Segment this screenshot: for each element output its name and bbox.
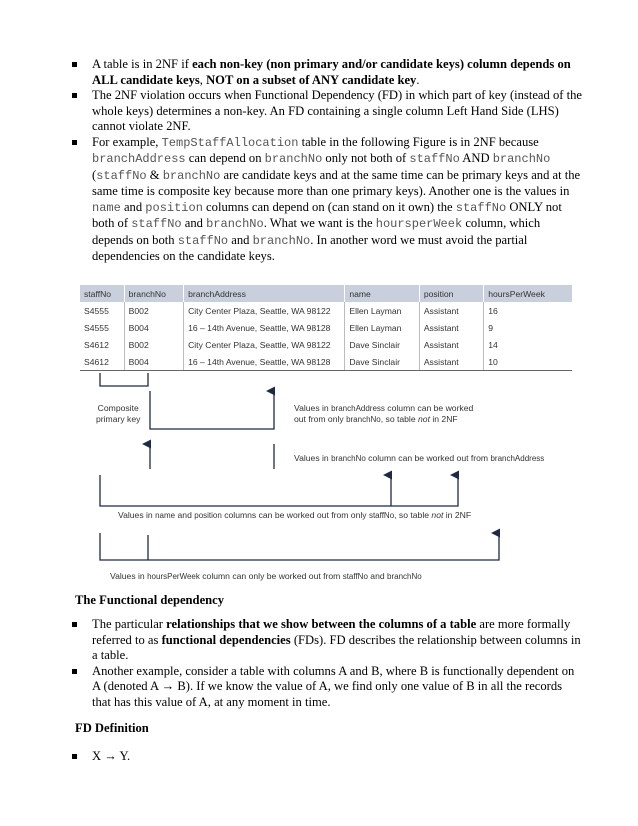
code-term: staffNo <box>409 152 460 166</box>
table-cell: 16 – 14th Avenue, Seattle, WA 98128 <box>184 319 345 336</box>
caption-line <box>110 571 422 582</box>
branchno-caption <box>294 453 544 464</box>
text-run: can depend on <box>185 151 265 165</box>
bold-text: functional dependencies <box>161 632 291 647</box>
code-term: staffNo <box>177 233 229 248</box>
caption-line <box>294 453 544 464</box>
table-cell: 16 <box>488 305 498 316</box>
table-cell: Ellen Layman <box>345 319 419 336</box>
text-run: ONLY not both of <box>92 199 562 230</box>
column-header: branchAddress <box>184 285 345 302</box>
column-term: branchNo <box>387 572 422 581</box>
text-run: in 2NF <box>443 510 472 520</box>
code-term: staffNo <box>455 200 507 215</box>
text-run: out from only <box>294 414 347 424</box>
table-cell: City Center Plaza, Seattle, WA 98122 <box>184 302 345 319</box>
column-term: staffNo <box>342 572 368 581</box>
bold-text: NOT on a subset of ANY candidate key <box>206 72 417 87</box>
table-cell: Assistant <box>419 336 483 353</box>
table-cell: B002 <box>124 336 183 353</box>
composite-key-caption: Composite primary key <box>96 403 141 424</box>
bullet-item <box>72 88 584 135</box>
table-cell: Assistant <box>419 353 483 371</box>
text-run: For example, <box>92 134 162 149</box>
hours-dependency-arrow <box>100 533 499 560</box>
code-term: TempStaffAllocation <box>161 135 299 150</box>
code-term: branchAddress <box>92 152 186 166</box>
column-header: hoursPerWeek <box>484 285 572 302</box>
text-run: and <box>367 571 388 581</box>
code-term: branchNo <box>264 152 323 166</box>
text-run: The 2NF violation occurs when Functional Dependency (FD) in which part of key (instead of the whole keys) determines a non-key. An FD containing a single column Left Hand Side (LHS) cannot violate 2NF. <box>92 88 582 133</box>
table-cell: B004 <box>124 353 183 371</box>
dependency-arrows <box>80 285 572 585</box>
code-term: branchNo <box>252 233 311 248</box>
text-run: , <box>199 72 207 87</box>
caption-line <box>294 403 473 414</box>
code-term: branchNo <box>162 168 221 183</box>
text-run: The particular <box>92 617 167 631</box>
text-run: A table is in 2NF if <box>92 57 193 71</box>
branchaddress-dependency-arrow <box>150 391 274 429</box>
table-cell: Ellen Layman <box>345 302 419 319</box>
table-cell: Dave Sinclair <box>345 336 419 353</box>
table-cell: 9 <box>488 322 494 333</box>
caption-line <box>294 414 473 425</box>
text-run: only not both of <box>322 151 410 165</box>
section-heading-fd-definition: FD Definition <box>75 721 149 735</box>
column-header: name <box>345 285 419 302</box>
tempstaffallocation-figure <box>80 285 572 585</box>
text-run: . <box>416 72 420 87</box>
table-cell: Assistant <box>419 319 483 336</box>
column-term: branchAddress <box>331 404 385 413</box>
text-run: . In another word we must avoid the partial dependencies on the candidate keys. <box>92 232 528 263</box>
text-run: table in the following Figure is in 2NF because <box>298 134 539 149</box>
column-term: name <box>155 511 176 520</box>
name-position-dependency-arrow <box>100 475 458 506</box>
hours-caption <box>110 571 422 582</box>
name-position-caption <box>118 510 471 521</box>
table-cell: Dave Sinclair <box>345 353 419 371</box>
column-term: branchAddress <box>490 454 545 463</box>
column-term: position <box>194 511 222 520</box>
section-heading-functional-dependency: The Functional dependency <box>75 593 225 607</box>
column-header: staffNo <box>80 285 124 302</box>
text-run: and <box>175 510 195 520</box>
table-cell: B002 <box>124 302 183 319</box>
column-header: branchNo <box>124 285 183 302</box>
table-cell: S4555 <box>80 302 124 319</box>
table-cell: City Center Plaza, Seattle, WA 98122 <box>184 336 345 353</box>
text-run: are candidate keys and at the same time can be primary keys and at the same time is composite key because more than one primary keys). Another one is the values in <box>92 167 581 198</box>
emphasis-text: not <box>418 414 430 424</box>
text-run: Values in <box>118 510 156 520</box>
square-bullet-icon <box>72 140 77 145</box>
code-term: branchNo <box>206 217 264 231</box>
square-bullet-icon <box>72 62 77 67</box>
code-term: branchNo <box>492 152 551 166</box>
table-cell: 10 <box>484 353 572 371</box>
bullet-item <box>72 57 584 88</box>
intro-bullet-list <box>72 57 584 265</box>
table-cell: S4612 <box>80 336 124 353</box>
definition-bullet-list <box>72 749 584 765</box>
text-run: Values in <box>294 403 332 413</box>
bullet-item <box>72 749 584 765</box>
text-run: , so table <box>380 414 419 424</box>
bold-text: relationships that we show between the columns of a table <box>166 617 477 631</box>
branchaddress-caption <box>294 403 473 425</box>
text-run: AND <box>459 151 493 165</box>
text-run: and <box>228 232 253 247</box>
column-header: position <box>419 285 483 302</box>
text-run: column, which depends on both <box>92 216 541 247</box>
text-run: & <box>146 167 163 182</box>
table-cell: S4612 <box>80 353 124 371</box>
table-cell: 16 – 14th Avenue, Seattle, WA 98128 <box>184 353 345 371</box>
emphasis-text: not <box>431 510 444 520</box>
code-term: hoursperWeek <box>375 217 463 231</box>
fd-bullet-list <box>72 617 584 710</box>
column-term: branchNo <box>346 415 381 424</box>
table-cell: B004 <box>124 319 183 336</box>
text-run: and <box>181 216 207 230</box>
column-term: hoursPerWeek <box>147 572 200 581</box>
text-run: in 2NF <box>429 414 458 424</box>
column-term: branchNo <box>331 454 366 463</box>
bullet-item <box>72 135 584 265</box>
square-bullet-icon <box>72 93 77 98</box>
code-term: name <box>92 200 121 215</box>
bullet-item <box>72 664 584 711</box>
text-run: Another example, consider a table with columns A and B, where B is functionally dependent on A (denoted A → B). If we know the value of A, we find only one value of B in all the records that has this value of A, at any moment in time. <box>92 663 575 709</box>
table-cell: 14 <box>488 339 498 350</box>
code-term: position <box>145 200 203 215</box>
table-cell: S4555 <box>80 319 124 336</box>
table-cell: Assistant <box>419 302 483 319</box>
code-term: staffNo <box>131 217 182 231</box>
composite-key-bracket <box>100 373 148 386</box>
text-run: column can only be worked out from <box>199 571 343 581</box>
text-run: (FDs). FD describes the relationship between columns in a table. <box>92 632 581 662</box>
text-run: columns can depend on (can stand on it own) the <box>202 199 456 214</box>
text-run: , so table <box>394 510 432 520</box>
bullet-item <box>72 617 584 664</box>
square-bullet-icon <box>72 669 77 674</box>
text-run: columns can be worked out from only <box>221 510 369 520</box>
text-run: are more formally referred to as <box>92 617 571 647</box>
column-term: staffNo <box>368 511 395 520</box>
text-run: and <box>120 199 146 214</box>
bold-text: each non-key (non primary and/or candidate keys) column depends on ALL candidate keys <box>92 57 571 87</box>
text-run: column can be worked <box>384 403 474 413</box>
text-run: Values in <box>110 571 148 581</box>
text-run: . What we want is the <box>263 216 376 230</box>
square-bullet-icon <box>72 754 77 759</box>
caption-line <box>118 510 471 521</box>
code-term: staffNo <box>96 168 147 183</box>
text-run: X → Y. <box>92 749 131 763</box>
text-run: ( <box>92 167 97 182</box>
text-run: column can be worked out from <box>365 453 491 463</box>
square-bullet-icon <box>72 622 77 627</box>
text-run: Values in <box>294 453 332 463</box>
